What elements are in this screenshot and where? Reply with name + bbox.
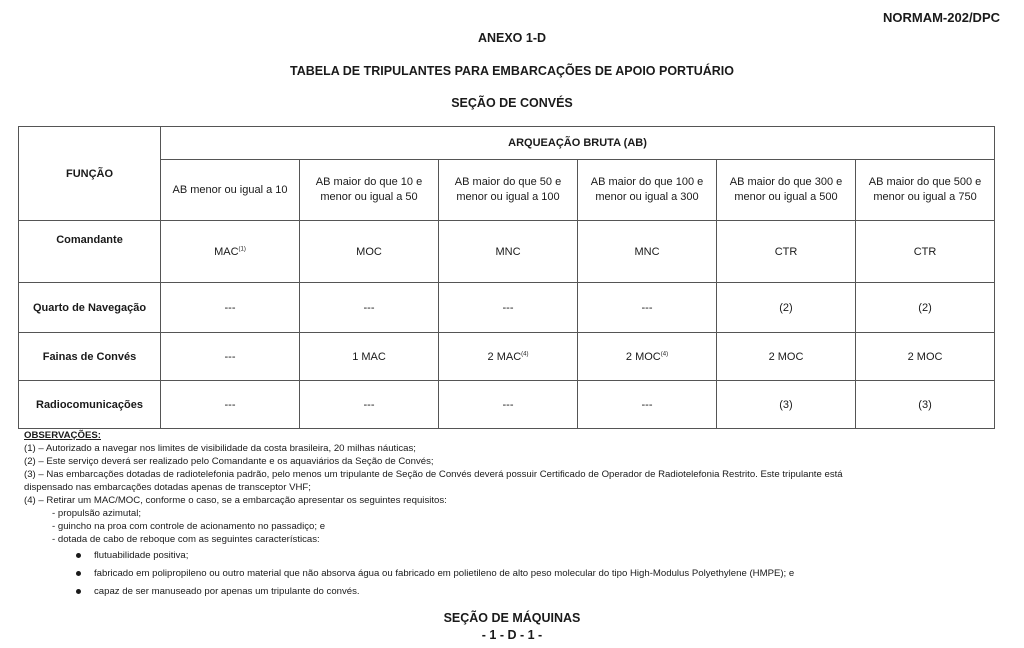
table-cell: --- xyxy=(439,283,578,333)
row-label: Comandante xyxy=(19,221,161,283)
table-cell: --- xyxy=(578,283,717,333)
column-header: AB maior do que 50 e menor ou igual a 100 xyxy=(439,160,578,221)
bullet-item: flutuabilidade positiva; xyxy=(24,549,1004,562)
table-cell: --- xyxy=(161,283,300,333)
section-title: SEÇÃO DE CONVÉS xyxy=(451,96,573,110)
column-header: AB menor ou igual a 10 xyxy=(161,160,300,221)
annex-title: ANEXO 1-D xyxy=(477,31,547,45)
table-cell: MNC xyxy=(578,221,717,283)
table-row xyxy=(19,381,995,429)
crew-table xyxy=(18,126,995,429)
observation-line: (4) – Retirar um MAC/MOC, conforme o caso, se a embarcação apresentar os seguintes requisitos: xyxy=(24,495,447,506)
table-cell: CTR xyxy=(717,221,856,283)
observation-line: (2) – Este serviço deverá ser realizado pelo Comandante e os aquaviários da Seção de Convés; xyxy=(24,456,434,467)
bullet-item: capaz de ser manuseado por apenas um tripulante do convés. xyxy=(24,585,1004,598)
table-cell: MNC xyxy=(439,221,578,283)
table-cell: 2 MOC xyxy=(856,333,995,381)
row-label: Quarto de Navegação xyxy=(19,283,161,333)
table-cell: 2 MAC$^{(4)}$ xyxy=(439,333,578,381)
bullet-item: fabricado em polipropileno ou outro material que não absorva água ou fabricado em polietileno de alto peso molecular do tipo High-Modulus Polyethylene (HMPE); e xyxy=(24,567,1004,580)
bullet-icon xyxy=(76,553,81,558)
column-header: AB maior do que 100 e menor ou igual a 300 xyxy=(578,160,717,221)
table-cell: MOC xyxy=(300,221,439,283)
table-cell: MAC$^{(1)}$ xyxy=(161,221,300,283)
table-cell: --- xyxy=(439,381,578,429)
table-cell: CTR xyxy=(856,221,995,283)
table-cell: 1 MAC xyxy=(300,333,439,381)
observation-line: (3) – Nas embarcações dotadas de radiotelefonia padrão, pelo menos um tripulante de Seção de Convés deverá possuir Certificado de Operador de Radiotelefonia Restrito. Este tripulante está xyxy=(24,469,843,480)
column-header: AB maior do que 10 e menor ou igual a 50 xyxy=(300,160,439,221)
table-title: TABELA DE TRIPULANTES PARA EMBARCAÇÕES DE APOIO PORTUÁRIO xyxy=(290,64,734,78)
row-label: Radiocomunicações xyxy=(19,381,161,429)
table-cell: --- xyxy=(300,283,439,333)
requirement-item: - dotada de cabo de reboque com as seguintes características: xyxy=(52,534,320,545)
observations-heading: OBSERVAÇÕES: xyxy=(24,430,101,441)
gross-tonnage-header: ARQUEAÇÃO BRUTA (AB) xyxy=(161,127,995,160)
document-code: NORMAM-202/DPC xyxy=(882,10,1000,25)
function-header: FUNÇÃO xyxy=(19,127,161,221)
table-cell: (2) xyxy=(856,283,995,333)
table-cell: --- xyxy=(161,333,300,381)
bullet-icon xyxy=(76,571,81,576)
table-row xyxy=(19,221,995,283)
observations xyxy=(24,429,1004,598)
table-cell: (3) xyxy=(856,381,995,429)
table-cell: --- xyxy=(300,381,439,429)
column-header: AB maior do que 300 e menor ou igual a 500 xyxy=(717,160,856,221)
observation-line: dispensado nas embarcações dotadas apenas de transceptor VHF; xyxy=(24,482,311,493)
table-cell: 2 MOC$^{(4)}$ xyxy=(578,333,717,381)
table-cell: --- xyxy=(161,381,300,429)
observation-line: (1) – Autorizado a navegar nos limites de visibilidade da costa brasileira, 20 milhas náuticas; xyxy=(24,443,416,454)
column-header: AB maior do que 500 e menor ou igual a 750 xyxy=(856,160,995,221)
next-section-title: SEÇÃO DE MÁQUINAS xyxy=(443,611,581,625)
table-cell: 2 MOC xyxy=(717,333,856,381)
bullet-icon xyxy=(76,589,81,594)
table-cell: (2) xyxy=(717,283,856,333)
requirement-item: - guincho na proa com controle de acionamento no passadiço; e xyxy=(52,521,326,532)
requirement-item: - propulsão azimutal; xyxy=(52,508,142,519)
table-cell: (3) xyxy=(717,381,856,429)
table-row xyxy=(19,283,995,333)
page-number: - 1 - D - 1 - xyxy=(481,628,543,642)
table-row xyxy=(19,333,995,381)
row-label: Fainas de Convés xyxy=(19,333,161,381)
table-cell: --- xyxy=(578,381,717,429)
